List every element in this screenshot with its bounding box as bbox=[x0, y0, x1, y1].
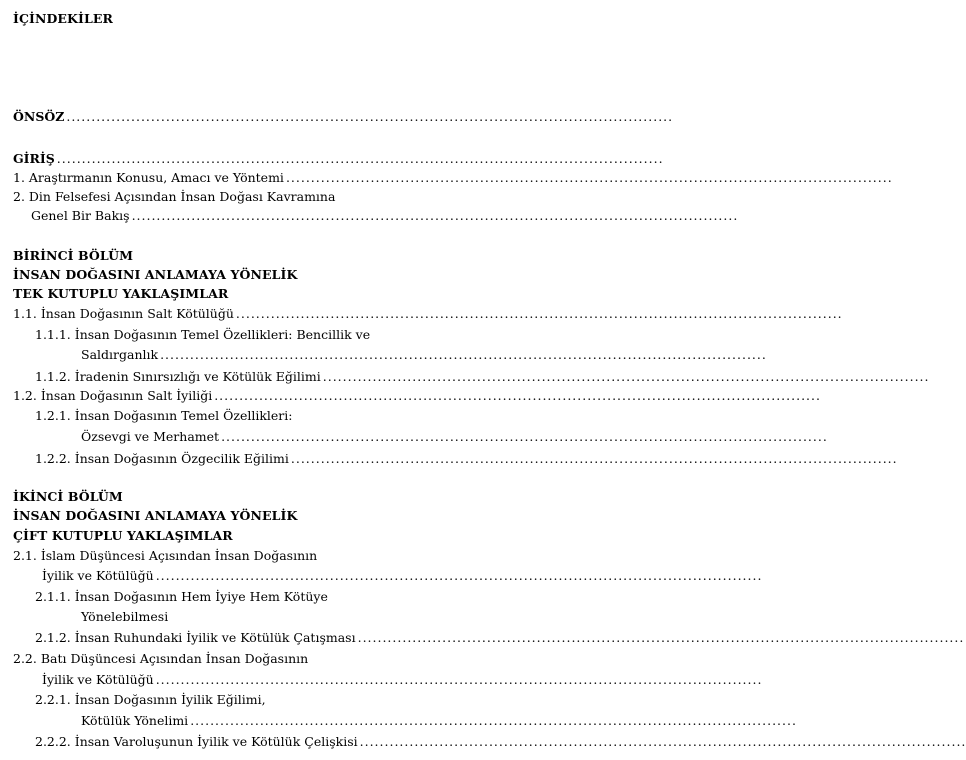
toc-entry-label: 1.1.2. İradenin Sınırsızlığı ve Kötülük Eğilimi bbox=[35, 369, 321, 384]
toc-entry-label: Özsevgi ve Merhamet bbox=[81, 429, 220, 444]
toc-entry-1-1-2[interactable] bbox=[35, 368, 930, 386]
toc-entry-2-2-1-line1: 2.2.1. İnsan Doğasının İyilik Eğilimi, bbox=[35, 692, 266, 707]
chapter-2-title-line1: İNSAN DOĞASINI ANLAMAYA YÖNELİK bbox=[13, 508, 298, 523]
toc-entry-2-1-1-line1: 2.1.1. İnsan Doğasının Hem İyiye Hem Kötüye bbox=[35, 589, 328, 604]
toc-entry-label: ÖNSÖZ bbox=[13, 109, 65, 124]
toc-entry-label: 1. Araştırmanın Konusu, Amacı ve Yöntemi bbox=[13, 170, 284, 185]
chapter-2-label: İKİNCİ BÖLÜM bbox=[13, 489, 123, 504]
dot-leader: .......................................................................................................................... bbox=[285, 170, 893, 185]
chapter-1-title-line1: İNSAN DOĞASINI ANLAMAYA YÖNELİK bbox=[13, 267, 298, 282]
toc-entry-2-2-line1: 2.2. Batı Düşüncesi Açısından İnsan Doğasının bbox=[13, 651, 309, 666]
toc-entry-2-2-1[interactable] bbox=[81, 712, 797, 730]
toc-entry-label: Genel Bir Bakış bbox=[31, 208, 130, 223]
dot-leader: .......................................................................................................................... bbox=[131, 208, 739, 223]
dot-leader: .......................................................................................................................... bbox=[235, 306, 843, 321]
dot-leader: .......................................................................................................................... bbox=[56, 151, 664, 166]
toc-entry-1-1-1-line1: 1.1.1. İnsan Doğasının Temel Özellikleri: Bencillik ve bbox=[35, 327, 371, 342]
toc-entry-1-1-1[interactable] bbox=[81, 346, 767, 364]
toc-entry-label: 1.2. İnsan Doğasının Salt İyiliği bbox=[13, 388, 213, 403]
dot-leader: .......................................................................................................................... bbox=[359, 734, 966, 749]
toc-entry-1-1[interactable] bbox=[13, 305, 843, 323]
toc-entry-2-1[interactable] bbox=[42, 567, 763, 585]
toc-entry-2-line1: 2. Din Felsefesi Açısından İnsan Doğası Kavramına bbox=[13, 189, 336, 204]
dot-leader: .......................................................................................................................... bbox=[190, 713, 797, 728]
dot-leader: .......................................................................................................................... bbox=[155, 672, 763, 687]
dot-leader: .......................................................................................................................... bbox=[214, 388, 821, 403]
toc-entry-2-1-line1: 2.1. İslam Düşüncesi Açısından İnsan Doğasının bbox=[13, 548, 318, 563]
dot-leader: .......................................................................................................................... bbox=[66, 109, 674, 124]
dot-leader: .......................................................................................................................... bbox=[160, 347, 767, 362]
toc-entry-label: Kötülük Yönelimi bbox=[81, 713, 189, 728]
dot-leader: .......................................................................................................................... bbox=[357, 630, 965, 645]
toc-entry-1-2[interactable] bbox=[13, 387, 821, 405]
toc-entry-label: GİRİŞ bbox=[13, 151, 55, 166]
toc-entry-label: 2.1.2. İnsan Ruhundaki İyilik ve Kötülük Çatışması bbox=[35, 630, 356, 645]
chapter-1-title-line2: TEK KUTUPLU YAKLAŞIMLAR bbox=[13, 286, 229, 301]
toc-entry-giris[interactable] bbox=[13, 150, 664, 168]
toc-entry-2[interactable] bbox=[31, 207, 739, 225]
toc-entry-1-2-1[interactable] bbox=[81, 428, 828, 446]
toc-entry-2-1-1-line2: Yönelebilmesi bbox=[81, 609, 169, 624]
toc-entry-2-2[interactable] bbox=[42, 671, 763, 689]
chapter-1-label: BİRİNCİ BÖLÜM bbox=[13, 248, 134, 263]
toc-entry-1[interactable] bbox=[13, 169, 893, 187]
toc-entry-label: İyilik ve Kötülüğü bbox=[42, 672, 154, 687]
toc-title: İÇİNDEKİLER bbox=[13, 11, 113, 26]
dot-leader: .......................................................................................................................... bbox=[322, 369, 930, 384]
toc-entry-1-2-1-line1: 1.2.1. İnsan Doğasının Temel Özellikleri: bbox=[35, 408, 293, 423]
chapter-2-title-line2: ÇİFT KUTUPLU YAKLAŞIMLAR bbox=[13, 528, 233, 543]
toc-entry-2-2-2[interactable] bbox=[35, 733, 966, 751]
toc-entry-label: İyilik ve Kötülüğü bbox=[42, 568, 154, 583]
toc-entry-label: 1.1. İnsan Doğasının Salt Kötülüğü bbox=[13, 306, 234, 321]
toc-entry-onsoz[interactable] bbox=[13, 108, 674, 126]
toc-entry-1-2-2[interactable] bbox=[35, 450, 898, 468]
toc-entry-label: 2.2.2. İnsan Varoluşunun İyilik ve Kötülük Çelişkisi bbox=[35, 734, 358, 749]
toc-entry-2-1-2[interactable] bbox=[35, 629, 965, 647]
toc-entry-label: Saldırganlık bbox=[81, 347, 159, 362]
dot-leader: .......................................................................................................................... bbox=[290, 451, 898, 466]
dot-leader: .......................................................................................................................... bbox=[221, 429, 828, 444]
dot-leader: .......................................................................................................................... bbox=[155, 568, 763, 583]
toc-entry-label: 1.2.2. İnsan Doğasının Özgecilik Eğilimi bbox=[35, 451, 289, 466]
